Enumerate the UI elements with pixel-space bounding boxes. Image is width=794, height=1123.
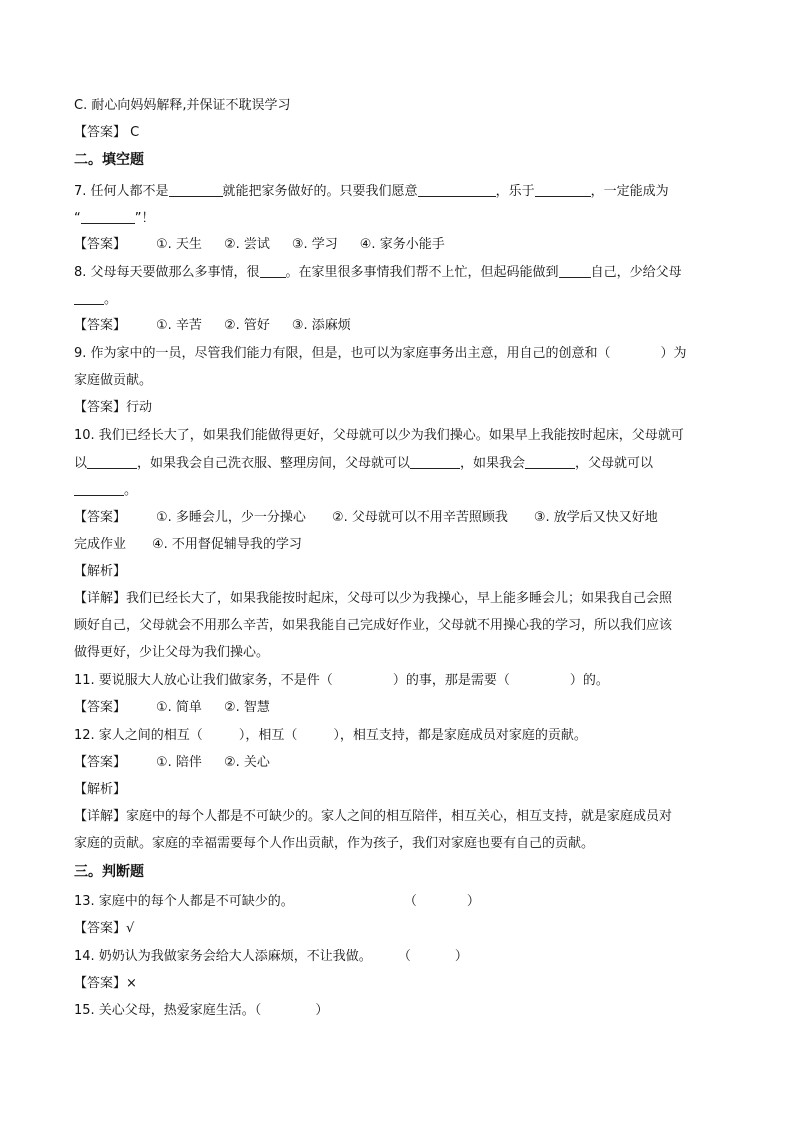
answer-value: C bbox=[130, 125, 140, 140]
question-9-line2: 家庭做贡献。 bbox=[74, 373, 153, 388]
answer-12: 【答案】 ①. 陪伴 ②. 关心 bbox=[74, 755, 270, 770]
question-8-line2: 。 bbox=[74, 290, 117, 309]
detail-10-line3: 做得更好，少让父母为我们操心。 bbox=[74, 645, 270, 660]
option-c: C. 耐心向妈妈解释,并保证不耽误学习 bbox=[74, 98, 291, 113]
detail-10-line2: 顾好自己，父母就会不用那么辛苦，如果我能自己完成好作业，父母就不用操心我的学习，所以我们应该 bbox=[74, 618, 673, 633]
question-10-line2: 以 ，如果我会自己洗衣服、整理房间，父母就可以 ，如果我会 ，父母就可以 bbox=[74, 456, 654, 471]
question-15: 15. 关心父母，热爱家庭生活。（ ） bbox=[74, 1003, 329, 1018]
answer-14: 【答案】× bbox=[74, 976, 137, 991]
question-8-line1: 8. 父母每天要做那么多事情，很 。在家里很多事情我们帮不上忙，但起码能做到 自己，少给父母 bbox=[74, 265, 682, 280]
question-9-line1: 9. 作为家中的一员，尽管我们能力有限，但是，也可以为家庭事务出主意，用自己的创意和（ ）为 bbox=[74, 346, 687, 361]
section-fill-blank-title: 二。填空题 bbox=[74, 152, 144, 168]
analysis-12-tag: 【解析】 bbox=[74, 782, 127, 797]
answer-8: 【答案】 ①. 辛苦 ②. 管好 ③. 添麻烦 bbox=[74, 318, 351, 333]
question-13: 13. 家庭中的每个人都是不可缺少的。 （ ） bbox=[74, 894, 480, 909]
detail-12-line1: 【详解】家庭中的每个人都是不可缺少的。家人之间的相互陪伴，相互关心，相互支持，就是家庭成员对 bbox=[74, 809, 673, 824]
detail-12-line2: 家庭的贡献。家庭的幸福需要每个人作出贡献，作为孩子，我们对家庭也要有自己的贡献。 bbox=[74, 836, 595, 851]
question-7-line1: 7. 任何人都不是 就能把家务做好的。只要我们愿意 ，乐于 ，一定能成为 bbox=[74, 184, 669, 199]
section-true-false-title: 三。判断题 bbox=[74, 864, 144, 880]
question-10-line3: 。 bbox=[74, 481, 137, 500]
answer-10-line1: 【答案】 ①. 多睡会儿，少一分操心 ②. 父母就可以不用辛苦照顾我 ③. 放学后又快又好地 bbox=[74, 510, 658, 525]
question-12: 12. 家人之间的相互（ ），相互（ ），相互支持，都是家庭成员对家庭的贡献。 bbox=[74, 728, 587, 743]
question-7-line2: “ ”！ bbox=[74, 211, 155, 226]
answer-tag: 【答案】 bbox=[74, 125, 127, 140]
answer-10-line2: 完成作业 ④. 不用督促辅导我的学习 bbox=[74, 537, 302, 552]
answer-6 bbox=[74, 124, 139, 142]
question-11: 11. 要说服大人放心让我们做家务，不是件（ ）的事，那是需要（ ）的。 bbox=[74, 673, 609, 688]
detail-10-line1: 【详解】我们已经长大了，如果我能按时起床，父母可以少为我操心，早上能多睡会儿；如果我自己会照 bbox=[74, 591, 673, 606]
question-10-line1: 10. 我们已经长大了，如果我们能做得更好，父母就可以少为我们操心。如果早上我能按时起床，父母就可 bbox=[74, 428, 684, 443]
answer-11: 【答案】 ①. 简单 ②. 智慧 bbox=[74, 700, 270, 715]
answer-7: 【答案】 ①. 天生 ②. 尝试 ③. 学习 ④. 家务小能手 bbox=[74, 237, 445, 252]
answer-13: 【答案】√ bbox=[74, 921, 135, 936]
analysis-10-tag: 【解析】 bbox=[74, 564, 127, 579]
question-14: 14. 奶奶认为我做家务会给大人添麻烦，不让我做。 （ ） bbox=[74, 949, 468, 964]
answer-9: 【答案】行动 bbox=[74, 400, 153, 415]
